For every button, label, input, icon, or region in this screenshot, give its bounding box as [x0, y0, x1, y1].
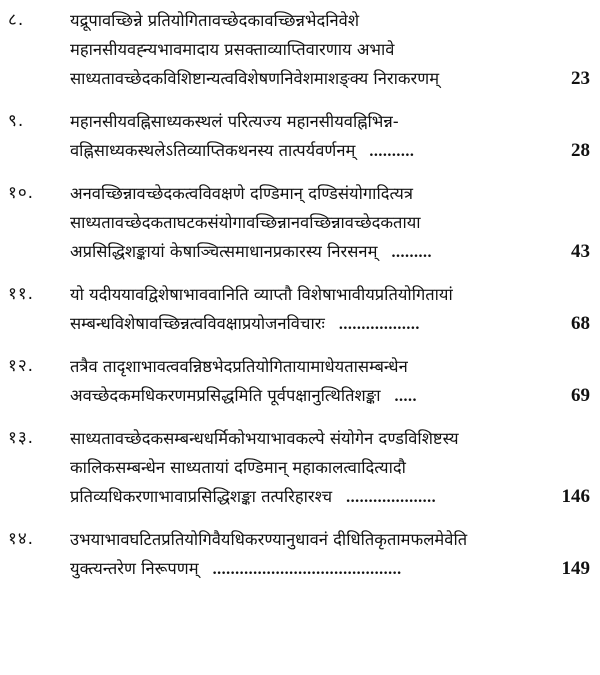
- entry-title: [70, 352, 590, 410]
- title-line: युक्त्यन्तरेण निरूपणम्: [70, 559, 199, 578]
- title-last-line: [70, 136, 590, 165]
- title-last-line: [70, 482, 590, 511]
- toc-entry: [0, 280, 600, 338]
- title-line: अवच्छेदकमधिकरणमप्रसिद्धमिति पूर्वपक्षानुत्थितिशङ्का: [70, 386, 381, 405]
- leader-dots: .........: [391, 244, 432, 261]
- table-of-contents: [0, 6, 600, 597]
- entry-number: १२.: [8, 356, 35, 376]
- leader-dots: ....................: [346, 489, 437, 506]
- page-number: 23: [571, 68, 590, 89]
- title-line: प्रतिव्यधिकरणाभावाप्रसिद्धिशङ्का तत्परिहारश्च: [70, 487, 333, 506]
- title-line: सम्बन्धविशेषावच्छिन्नत्वविवक्षाप्रयोजनविचारः: [70, 314, 325, 333]
- leader-dots: ..................: [338, 316, 420, 333]
- title-last-line: [70, 554, 590, 583]
- title-line: उभयाभावघटितप्रतियोगिवैयधिकरण्यानुधावनं दीधितिकृतामफलमेवेति: [70, 530, 468, 549]
- title-line: वह्निसाध्यकस्थलेऽतिव्याप्तिकथनस्य तात्पर्यवर्णनम्: [70, 141, 356, 160]
- leader-dots: .....: [394, 388, 417, 405]
- entry-number: १४.: [8, 529, 35, 549]
- title-line: साध्यतावच्छेदकविशिष्टान्यत्वविशेषणनिवेशमाशङ्क्य निराकरणम्: [70, 69, 440, 88]
- toc-entry: [0, 352, 600, 410]
- toc-entry: [0, 525, 600, 583]
- page-number: 43: [571, 241, 590, 262]
- entry-number: ९.: [8, 111, 25, 131]
- title-last-line: [70, 64, 590, 93]
- title-line: यद्रूपावच्छिन्ने प्रतियोगितावच्छेदकावच्छिन्नभेदनिवेशे: [70, 11, 360, 30]
- leader-dots: ..........: [369, 143, 415, 160]
- page-number: 28: [571, 140, 590, 161]
- title-line: यो यदीययावद्विशेषाभाववानिति व्याप्तौ विशेषाभावीयप्रतियोगितायां: [70, 285, 453, 304]
- entry-title: [70, 525, 590, 583]
- title-line: महानसीयवह्निसाध्यकस्थलं परित्यज्य महानसीयवह्निभिन्न-: [70, 112, 399, 131]
- entry-number: १३.: [8, 428, 35, 448]
- entry-title: [70, 424, 590, 511]
- toc-entry: [0, 424, 600, 511]
- title-line: साध्यतावच्छेदकताघटकसंयोगावच्छिन्नानवच्छिन्नावच्छेदकताया: [70, 213, 421, 232]
- toc-entry: [0, 179, 600, 266]
- title-line: अप्रसिद्धिशङ्कायां केषाञ्चित्समाधानप्रकारस्य निरसनम्: [70, 242, 378, 261]
- entry-title: [70, 179, 590, 266]
- title-line: साध्यतावच्छेदकसम्बन्धधर्मिकोभयाभावकल्पे संयोगेन दण्डविशिष्टस्य: [70, 429, 459, 448]
- entry-number: १०.: [8, 183, 35, 203]
- entry-title: [70, 107, 590, 165]
- title-last-line: [70, 381, 590, 410]
- title-last-line: [70, 237, 590, 266]
- page-number: 146: [561, 486, 590, 507]
- title-last-line: [70, 309, 590, 338]
- entry-title: [70, 6, 590, 93]
- title-line: तत्रैव तादृशाभावत्ववन्निष्ठभेदप्रतियोगितायामाधेयतासम्बन्धेन: [70, 357, 408, 376]
- entry-title: [70, 280, 590, 338]
- entry-number: ८.: [8, 10, 25, 30]
- page-number: 69: [571, 385, 590, 406]
- entry-number: ११.: [8, 284, 35, 304]
- leader-dots: ..........................................: [212, 561, 402, 578]
- toc-entry: [0, 107, 600, 165]
- page-number: 149: [561, 558, 590, 579]
- title-line: अनवच्छिन्नावच्छेदकत्वविवक्षणे दण्डिमान् दण्डिसंयोगादित्यत्र: [70, 184, 413, 203]
- toc-entry: [0, 6, 600, 93]
- title-line: कालिकसम्बन्धेन साध्यतायां दण्डिमान् महाकालत्वादित्यादौ: [70, 458, 406, 477]
- page-number: 68: [571, 313, 590, 334]
- title-line: महानसीयवह्न्यभावमादाय प्रसक्ताव्याप्तिवारणाय अभावे: [70, 40, 395, 59]
